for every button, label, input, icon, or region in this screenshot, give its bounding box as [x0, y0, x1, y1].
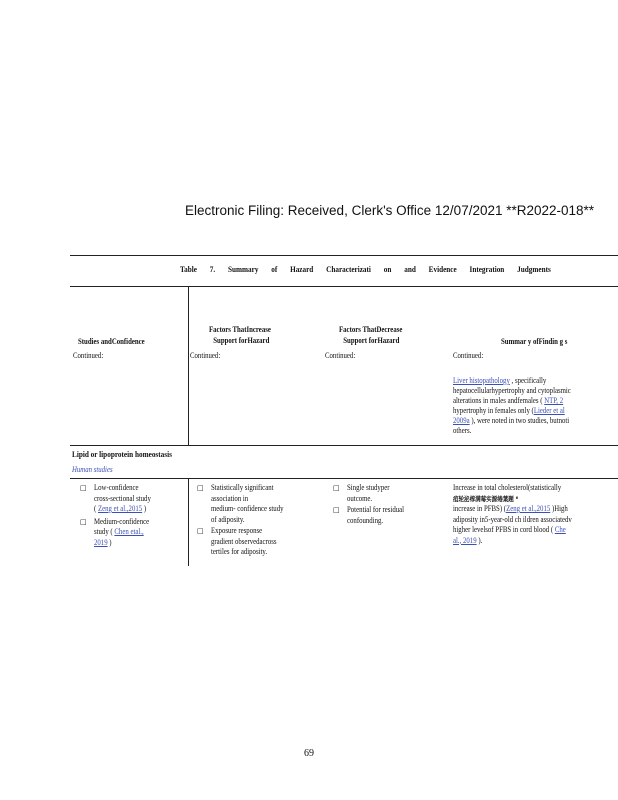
table-title-word: 7.: [209, 265, 216, 274]
factor-line: Single studyper: [347, 483, 390, 492]
col-header-increase-line: Factors ThatIncrease: [209, 325, 271, 334]
section-title: Lipid or lipoprotein homeostasis: [72, 449, 172, 459]
continued-summary: [453, 376, 571, 436]
table-title-word: of: [271, 265, 278, 274]
col-header-increase-line: Support forHazard: [213, 336, 270, 345]
studies-list: [80, 483, 161, 549]
bullet-icon: □: [80, 484, 87, 492]
summary-text: )High: [550, 504, 568, 513]
factor-line: Exposure response: [211, 526, 263, 535]
citation-link[interactable]: Lieder et al: [533, 406, 565, 415]
table-title-word: Summary: [228, 265, 259, 274]
factor-line: gradient observedacross: [211, 536, 277, 546]
table-title-word: Integration: [469, 265, 505, 274]
list-item: □ Low-confidence cross-sectional study ( Zeng et al.,2015 ): [80, 483, 151, 513]
citation-link[interactable]: Zeng et al.,2015: [97, 504, 143, 513]
bullet-icon: □: [197, 527, 204, 535]
list-item: [333, 505, 414, 526]
list-item: [333, 483, 414, 504]
study-line: cross-sectional study: [94, 493, 151, 503]
list-item: [197, 526, 296, 558]
factor-line: medium- confidence study: [211, 504, 284, 513]
summary-text: higher levelsof PFBS in cord blood (: [453, 525, 555, 534]
continued-label: Continued:: [190, 351, 221, 360]
summary-text: , specifically: [509, 376, 547, 385]
decrease-factors-list: [333, 483, 414, 527]
summary-text: Increase in total cholesterol(statistically: [453, 483, 562, 492]
factor-line: of adiposity.: [211, 514, 245, 524]
increase-factors-list: [197, 483, 296, 559]
col-header-studies: Studies andConfidence: [78, 337, 145, 346]
citation-link[interactable]: 2009a: [453, 416, 470, 425]
table-title-word: on: [383, 265, 392, 274]
continued-label: Continued:: [453, 351, 484, 360]
factor-line: Potential for residual: [347, 505, 405, 514]
col-header-increase: [209, 324, 271, 346]
table-title-word: Table: [180, 265, 197, 274]
citation-link[interactable]: al., 2019: [453, 535, 477, 545]
summary-text: hepatocellularhypertrophy and cytoplasmic: [453, 386, 571, 395]
factor-line: Statistically significant: [211, 483, 274, 492]
study-line: Low-confidence: [94, 483, 139, 492]
study-line: Medium-confidence: [94, 516, 150, 526]
factor-line: association in: [211, 493, 249, 503]
section-bottom-rule: [70, 478, 618, 479]
summary-findings: [453, 483, 572, 546]
list-item: □ Medium-confidence study ( Chen etal., 2019 ): [80, 516, 150, 547]
summary-text: others.: [453, 426, 472, 435]
citation-link[interactable]: NTP, 2: [544, 396, 564, 405]
section-rule: [70, 445, 618, 446]
factor-line: tertiles for adiposity.: [211, 547, 268, 556]
col-header-decrease-line: Support forHazard: [343, 336, 400, 345]
col-header-summary: Summar y ofFindin g s: [501, 337, 568, 346]
continued-label: Continued:: [73, 351, 104, 360]
summary-text: ).: [476, 535, 483, 545]
section-subtitle: Human studies: [72, 465, 113, 474]
table-title-word: Judgments: [517, 265, 551, 274]
bullet-icon: □: [333, 506, 340, 514]
summary-text: adiposity in5-year-old ch ildren associatedv: [453, 514, 572, 524]
bullet-icon: □: [333, 484, 340, 492]
table-title-word: Hazard: [290, 265, 314, 274]
continued-label: Continued:: [325, 351, 356, 360]
bullet-icon: □: [197, 484, 204, 492]
citation-link[interactable]: Liver histopathology: [453, 376, 510, 385]
col-header-decrease: [339, 324, 402, 346]
factor-line: confounding.: [347, 515, 384, 525]
summary-text: hypertrophy in females only (: [453, 406, 534, 415]
summary-text: increase in PFBS) (: [453, 504, 507, 513]
column-divider: [188, 286, 189, 446]
page-number: 69: [304, 748, 314, 759]
bullet-icon: □: [80, 517, 87, 526]
summary-text: ), were noted in two studies, butnoti: [469, 416, 570, 425]
citation-link[interactable]: Chen etal.,: [114, 527, 144, 536]
col-header-decrease-line: Factors ThatDecrease: [339, 325, 403, 334]
garbled-text: 疽轮泌椁满莓实源绻葉题 ⁶: [453, 494, 519, 503]
table-title-word: Characterizati: [326, 265, 371, 274]
table-title-word: and: [404, 265, 416, 274]
summary-text: alterations in males andfemales (: [453, 396, 545, 405]
table-header-rule: [70, 286, 618, 287]
list-item: [197, 483, 296, 525]
table-title: [180, 265, 551, 274]
citation-link[interactable]: 2019: [94, 537, 108, 547]
factor-line: outcome.: [347, 493, 373, 503]
table-top-rule: [70, 255, 618, 256]
table-title-word: Evidence: [428, 265, 457, 274]
citation-link[interactable]: Che: [554, 525, 566, 534]
column-divider-lower: [188, 478, 189, 566]
filing-header: Electronic Filing: Received, Clerk's Office 12/07/2021 **R2022-018**: [185, 203, 595, 218]
citation-link[interactable]: Zeng et al.,2015: [506, 504, 551, 513]
